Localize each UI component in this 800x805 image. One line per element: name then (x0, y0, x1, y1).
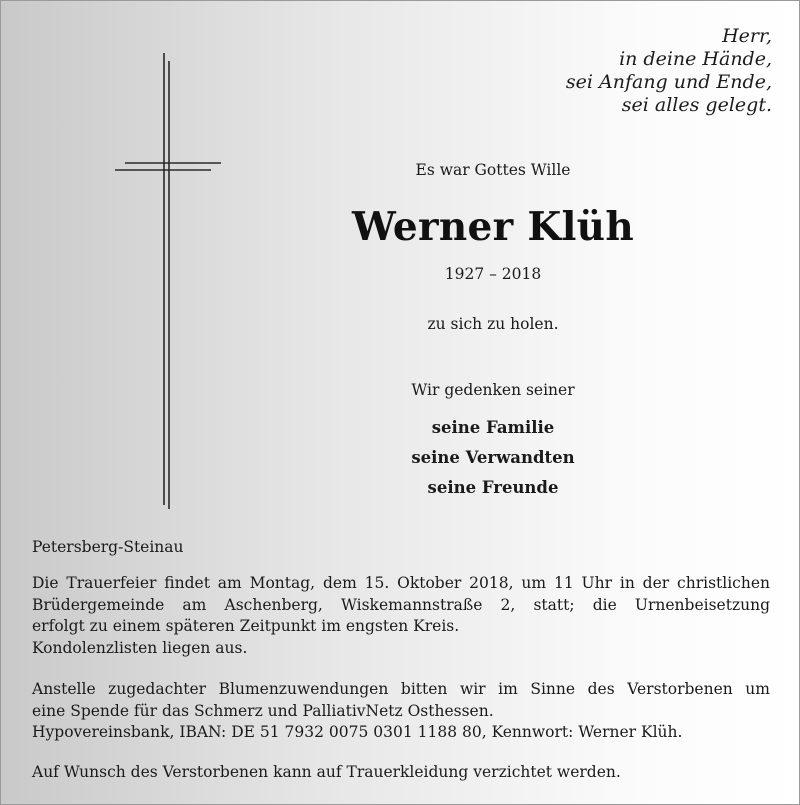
text-line: erfolgt zu einem späteren Zeitpunkt im engsten Kreis. (32, 617, 460, 635)
verse-line: sei alles gelegt. (621, 94, 772, 116)
life-dates: 1927 – 2018 (444, 265, 542, 283)
service-paragraph (32, 573, 770, 659)
verse-line: in deine Hände, (619, 48, 772, 70)
bible-verse (566, 25, 772, 117)
mourner-entry: seine Familie (431, 418, 555, 437)
text-line: Hypovereinsbank, IBAN: DE 51 7932 0075 0301 1188 80, Kennwort: Werner Klüh. (32, 723, 683, 741)
closing-text: zu sich zu holen. (427, 315, 559, 333)
text-line: eine Spende für das Schmerz und PalliativNetz Osthessen. (32, 701, 494, 720)
intro-text: Es war Gottes Wille (415, 161, 571, 179)
donation-paragraph (32, 679, 770, 744)
place-name: Petersberg-Steinau (32, 538, 184, 556)
cross-icon (113, 53, 225, 509)
clothing-note: Auf Wunsch des Verstorbenen kann auf Trauerkleidung verzichtet werden. (32, 763, 621, 781)
remembrance-heading: Wir gedenken seiner (411, 381, 575, 399)
mourner-entry: seine Freunde (427, 478, 559, 497)
text-line: Die Trauerfeier findet am Montag, dem 15. Oktober 2018, um 11 Uhr in der christlichen (32, 574, 770, 592)
mourner-entry: seine Verwandten (411, 448, 575, 467)
mourners-list (297, 413, 689, 503)
text-line: Brüdergemeinde am Aschenberg, Wiskemannstraße 2, statt; die Urnenbeisetzung (32, 595, 770, 614)
verse-line: sei Anfang und Ende, (565, 71, 772, 93)
verse-line: Herr, (722, 25, 772, 47)
text-line: Anstelle zugedachter Blumenzuwendungen bitten wir im Sinne des Verstorbenen um (32, 680, 770, 698)
text-line: Kondolenzlisten liegen aus. (32, 638, 248, 657)
deceased-name: Werner Klüh (352, 204, 634, 250)
